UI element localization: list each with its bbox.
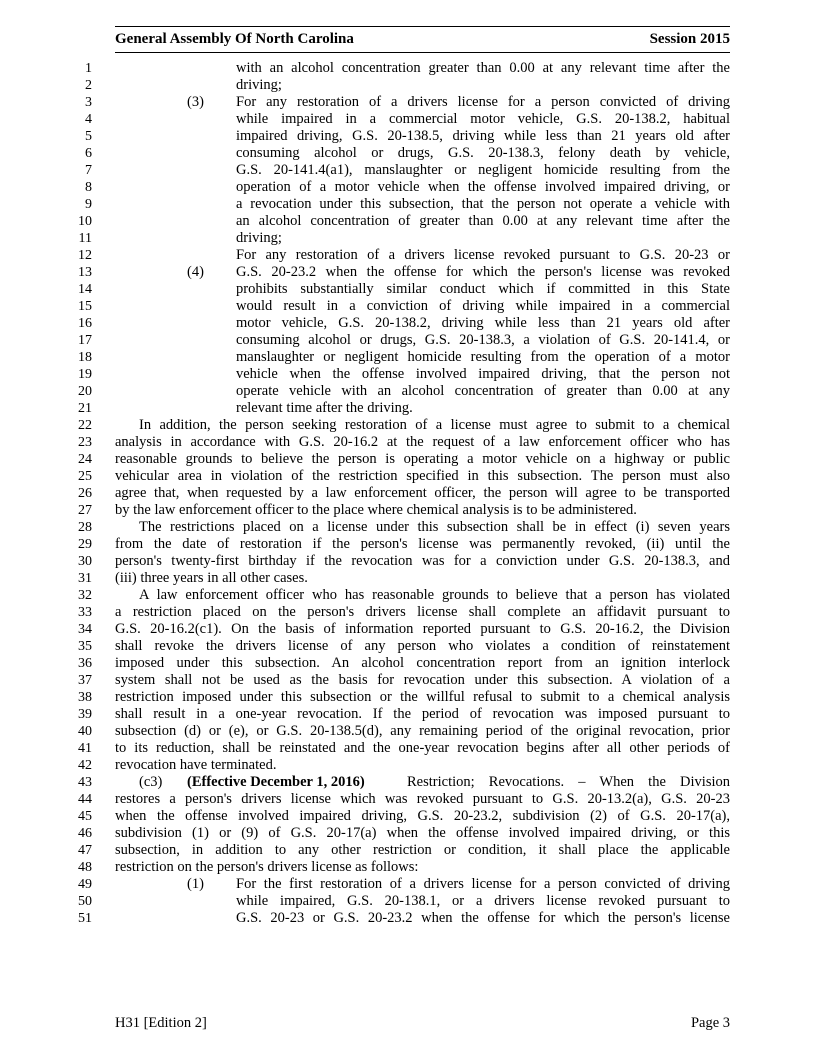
line-number: 13: [78, 265, 92, 280]
line-number: 21: [78, 401, 92, 416]
line-number: 17: [78, 333, 92, 348]
text-line-28: The restrictions placed on a license under this subsection shall be in effect (i) seven years: [139, 519, 730, 535]
text-line-1: with an alcohol concentration greater than 0.00 at any relevant time after the: [236, 60, 730, 76]
line-number: 46: [78, 826, 92, 841]
line-number: 6: [85, 146, 92, 161]
header-session: Session 2015: [649, 31, 730, 47]
text-line-4: while impaired in a commercial motor vehicle, G.S. 20-138.2, habitual: [236, 111, 730, 127]
line-number: 49: [78, 877, 92, 892]
text-line-29: from the date of restoration if the person's license was permanently revoked, (ii) until the: [115, 536, 730, 552]
line-number: 45: [78, 809, 92, 824]
text-line-40: subsection (d) or (e), or G.S. 20-138.5(d), any remaining period of the original revocation, prior: [115, 723, 730, 739]
subsection-label-c3: (c3): [139, 774, 163, 790]
line-number: 19: [78, 367, 92, 382]
line-number: 7: [85, 163, 92, 178]
line-number: 40: [78, 724, 92, 739]
line-number: 47: [78, 843, 92, 858]
line-number: 51: [78, 911, 92, 926]
text-line-26: agree that, when requested by a law enforcement officer, the person will agree to be transported: [115, 485, 730, 501]
effective-date-note: (Effective December 1, 2016): [187, 774, 365, 790]
line-number: 9: [85, 197, 92, 212]
line-number: 32: [78, 588, 92, 603]
text-line-9: a revocation under this subsection, that the person not operate a vehicle with: [236, 196, 730, 212]
header-title: General Assembly Of North Carolina: [115, 31, 354, 47]
line-number: 15: [78, 299, 92, 314]
text-line-2: driving;: [236, 77, 282, 93]
line-number: 4: [85, 112, 92, 127]
text-line-17: consuming alcohol or drugs, G.S. 20-138.3, a violation of G.S. 20-141.4, or: [236, 332, 730, 348]
line-number: 38: [78, 690, 92, 705]
text-line-42: revocation have terminated.: [115, 757, 277, 773]
line-number: 3: [85, 95, 92, 110]
line-number: 30: [78, 554, 92, 569]
line-number: 22: [78, 418, 92, 433]
text-line-33: a restriction placed on the person's drivers license shall complete an affidavit pursuant to: [115, 604, 730, 620]
line-number: 10: [78, 214, 92, 229]
line-number: 29: [78, 537, 92, 552]
text-line-22: In addition, the person seeking restoration of a license must agree to submit to a chemical: [139, 417, 730, 433]
text-line-25: vehicular area in violation of the restriction specified in this subsection. The person must also: [115, 468, 730, 484]
text-line-20: operate vehicle with an alcohol concentration of greater than 0.00 at any: [236, 383, 730, 399]
text-line-49: For the first restoration of a drivers license for a person convicted of driving: [236, 876, 730, 892]
text-line-16: motor vehicle, G.S. 20-138.2, driving while less than 21 years old after: [236, 315, 730, 331]
text-line-51: G.S. 20-23 or G.S. 20-23.2 when the offense for which the person's license: [236, 910, 730, 926]
line-number: 43: [78, 775, 92, 790]
item-label-1: (1): [187, 876, 204, 892]
page-header: [115, 26, 730, 53]
item-label-4: (4): [187, 264, 204, 280]
text-line-14: prohibits substantially similar conduct which if committed in this State: [236, 281, 730, 297]
text-line-31: (iii) three years in all other cases.: [115, 570, 308, 586]
text-line-35: shall revoke the drivers license of any person who violates a condition of reinstatement: [115, 638, 730, 654]
line-number: 2: [85, 78, 92, 93]
text-line-10: an alcohol concentration of greater than 0.00 at any relevant time after the: [236, 213, 730, 229]
line-number: 1: [85, 61, 92, 76]
text-line-44: restores a person's drivers license which was revoked pursuant to G.S. 20-13.2(a), G.S. 20-23: [115, 791, 730, 807]
line-number: 26: [78, 486, 92, 501]
text-line-18: manslaughter or negligent homicide resulting from the operation of a motor: [236, 349, 730, 365]
text-line-8: operation of a motor vehicle when the offense involved impaired driving, or: [236, 179, 730, 195]
text-line-30: person's twenty-first birthday if the revocation was for a conviction under G.S. 20-138.3, and: [115, 553, 730, 569]
line-number: 50: [78, 894, 92, 909]
line-number: 20: [78, 384, 92, 399]
line-number: 25: [78, 469, 92, 484]
line-number: 39: [78, 707, 92, 722]
text-line-12: For any restoration of a drivers license revoked pursuant to G.S. 20-23 or: [236, 247, 730, 263]
text-line-36: imposed under this subsection. An alcohol concentration report from an ignition interlock: [115, 655, 730, 671]
line-number: 34: [78, 622, 92, 637]
text-line-41: to its reduction, shall be reinstated and the one-year revocation begins after all other periods of: [115, 740, 730, 756]
item-label-3: (3): [187, 94, 204, 110]
text-line-37: system shall not be used as the basis for revocation under this subsection. A violation of a: [115, 672, 730, 688]
text-line-47: subsection, in addition to any other restriction or condition, it shall place the applicable: [115, 842, 730, 858]
text-line-5: impaired driving, G.S. 20-138.5, driving while less than 21 years old after: [236, 128, 730, 144]
text-line-11: driving;: [236, 230, 282, 246]
text-line-6: consuming alcohol or drugs, G.S. 20-138.3, felony death by vehicle,: [236, 145, 730, 161]
line-number: 28: [78, 520, 92, 535]
line-number: 12: [78, 248, 92, 263]
line-number: 35: [78, 639, 92, 654]
text-line-7: G.S. 20-141.4(a1), manslaughter or negligent homicide resulting from the: [236, 162, 730, 178]
line-number: 11: [78, 231, 92, 246]
text-line-50: while impaired, G.S. 20-138.1, or a drivers license revoked pursuant to: [236, 893, 730, 909]
line-number: 36: [78, 656, 92, 671]
text-line-15: would result in a conviction of driving while impaired in a commercial: [236, 298, 730, 314]
text-line-45: when the offense involved impaired driving, G.S. 20-23.2, subdivision (2) of G.S. 20-17(a),: [115, 808, 730, 824]
text-line-27: by the law enforcement officer to the place where chemical analysis is to be administered.: [115, 502, 637, 518]
footer-bill-id: H31 [Edition 2]: [115, 1015, 207, 1031]
line-number: 27: [78, 503, 92, 518]
text-line-19: vehicle when the offense involved impaired driving, that the person not: [236, 366, 730, 382]
line-number: 33: [78, 605, 92, 620]
text-line-13: G.S. 20-23.2 when the offense for which the person's license was revoked: [236, 264, 730, 280]
text-line-43: Restriction; Revocations. – When the Division: [407, 774, 730, 790]
line-number: 8: [85, 180, 92, 195]
text-line-24: reasonable grounds to believe the person is operating a motor vehicle on a highway or public: [115, 451, 730, 467]
text-line-34: G.S. 20-16.2(c1). On the basis of information reported pursuant to G.S. 20-16.2, the Division: [115, 621, 730, 637]
line-number: 23: [78, 435, 92, 450]
footer-page-number: Page 3: [690, 1015, 730, 1031]
line-number: 44: [78, 792, 92, 807]
text-line-32: A law enforcement officer who has reasonable grounds to believe that a person has violated: [139, 587, 730, 603]
line-number: 42: [78, 758, 92, 773]
line-number: 31: [78, 571, 92, 586]
text-line-39: shall result in a one-year revocation. If the period of revocation was imposed pursuant to: [115, 706, 730, 722]
line-number: 41: [78, 741, 92, 756]
line-number: 16: [78, 316, 92, 331]
text-line-23: analysis in accordance with G.S. 20-16.2 at the request of a law enforcement officer who has: [115, 434, 730, 450]
line-number: 5: [85, 129, 92, 144]
text-line-3: For any restoration of a drivers license for a person convicted of driving: [236, 94, 730, 110]
text-line-48: restriction on the person's drivers license as follows:: [115, 859, 419, 875]
line-number: 14: [78, 282, 92, 297]
text-line-46: subdivision (1) or (9) of G.S. 20-17(a) when the offense involved impaired driving, or this: [115, 825, 730, 841]
line-number: 37: [78, 673, 92, 688]
line-number: 48: [78, 860, 92, 875]
line-number: 18: [78, 350, 92, 365]
text-line-38: restriction imposed under this subsection or the willful refusal to submit to a chemical analysis: [115, 689, 730, 705]
text-line-21: relevant time after the driving.: [236, 400, 413, 416]
line-number: 24: [78, 452, 92, 467]
